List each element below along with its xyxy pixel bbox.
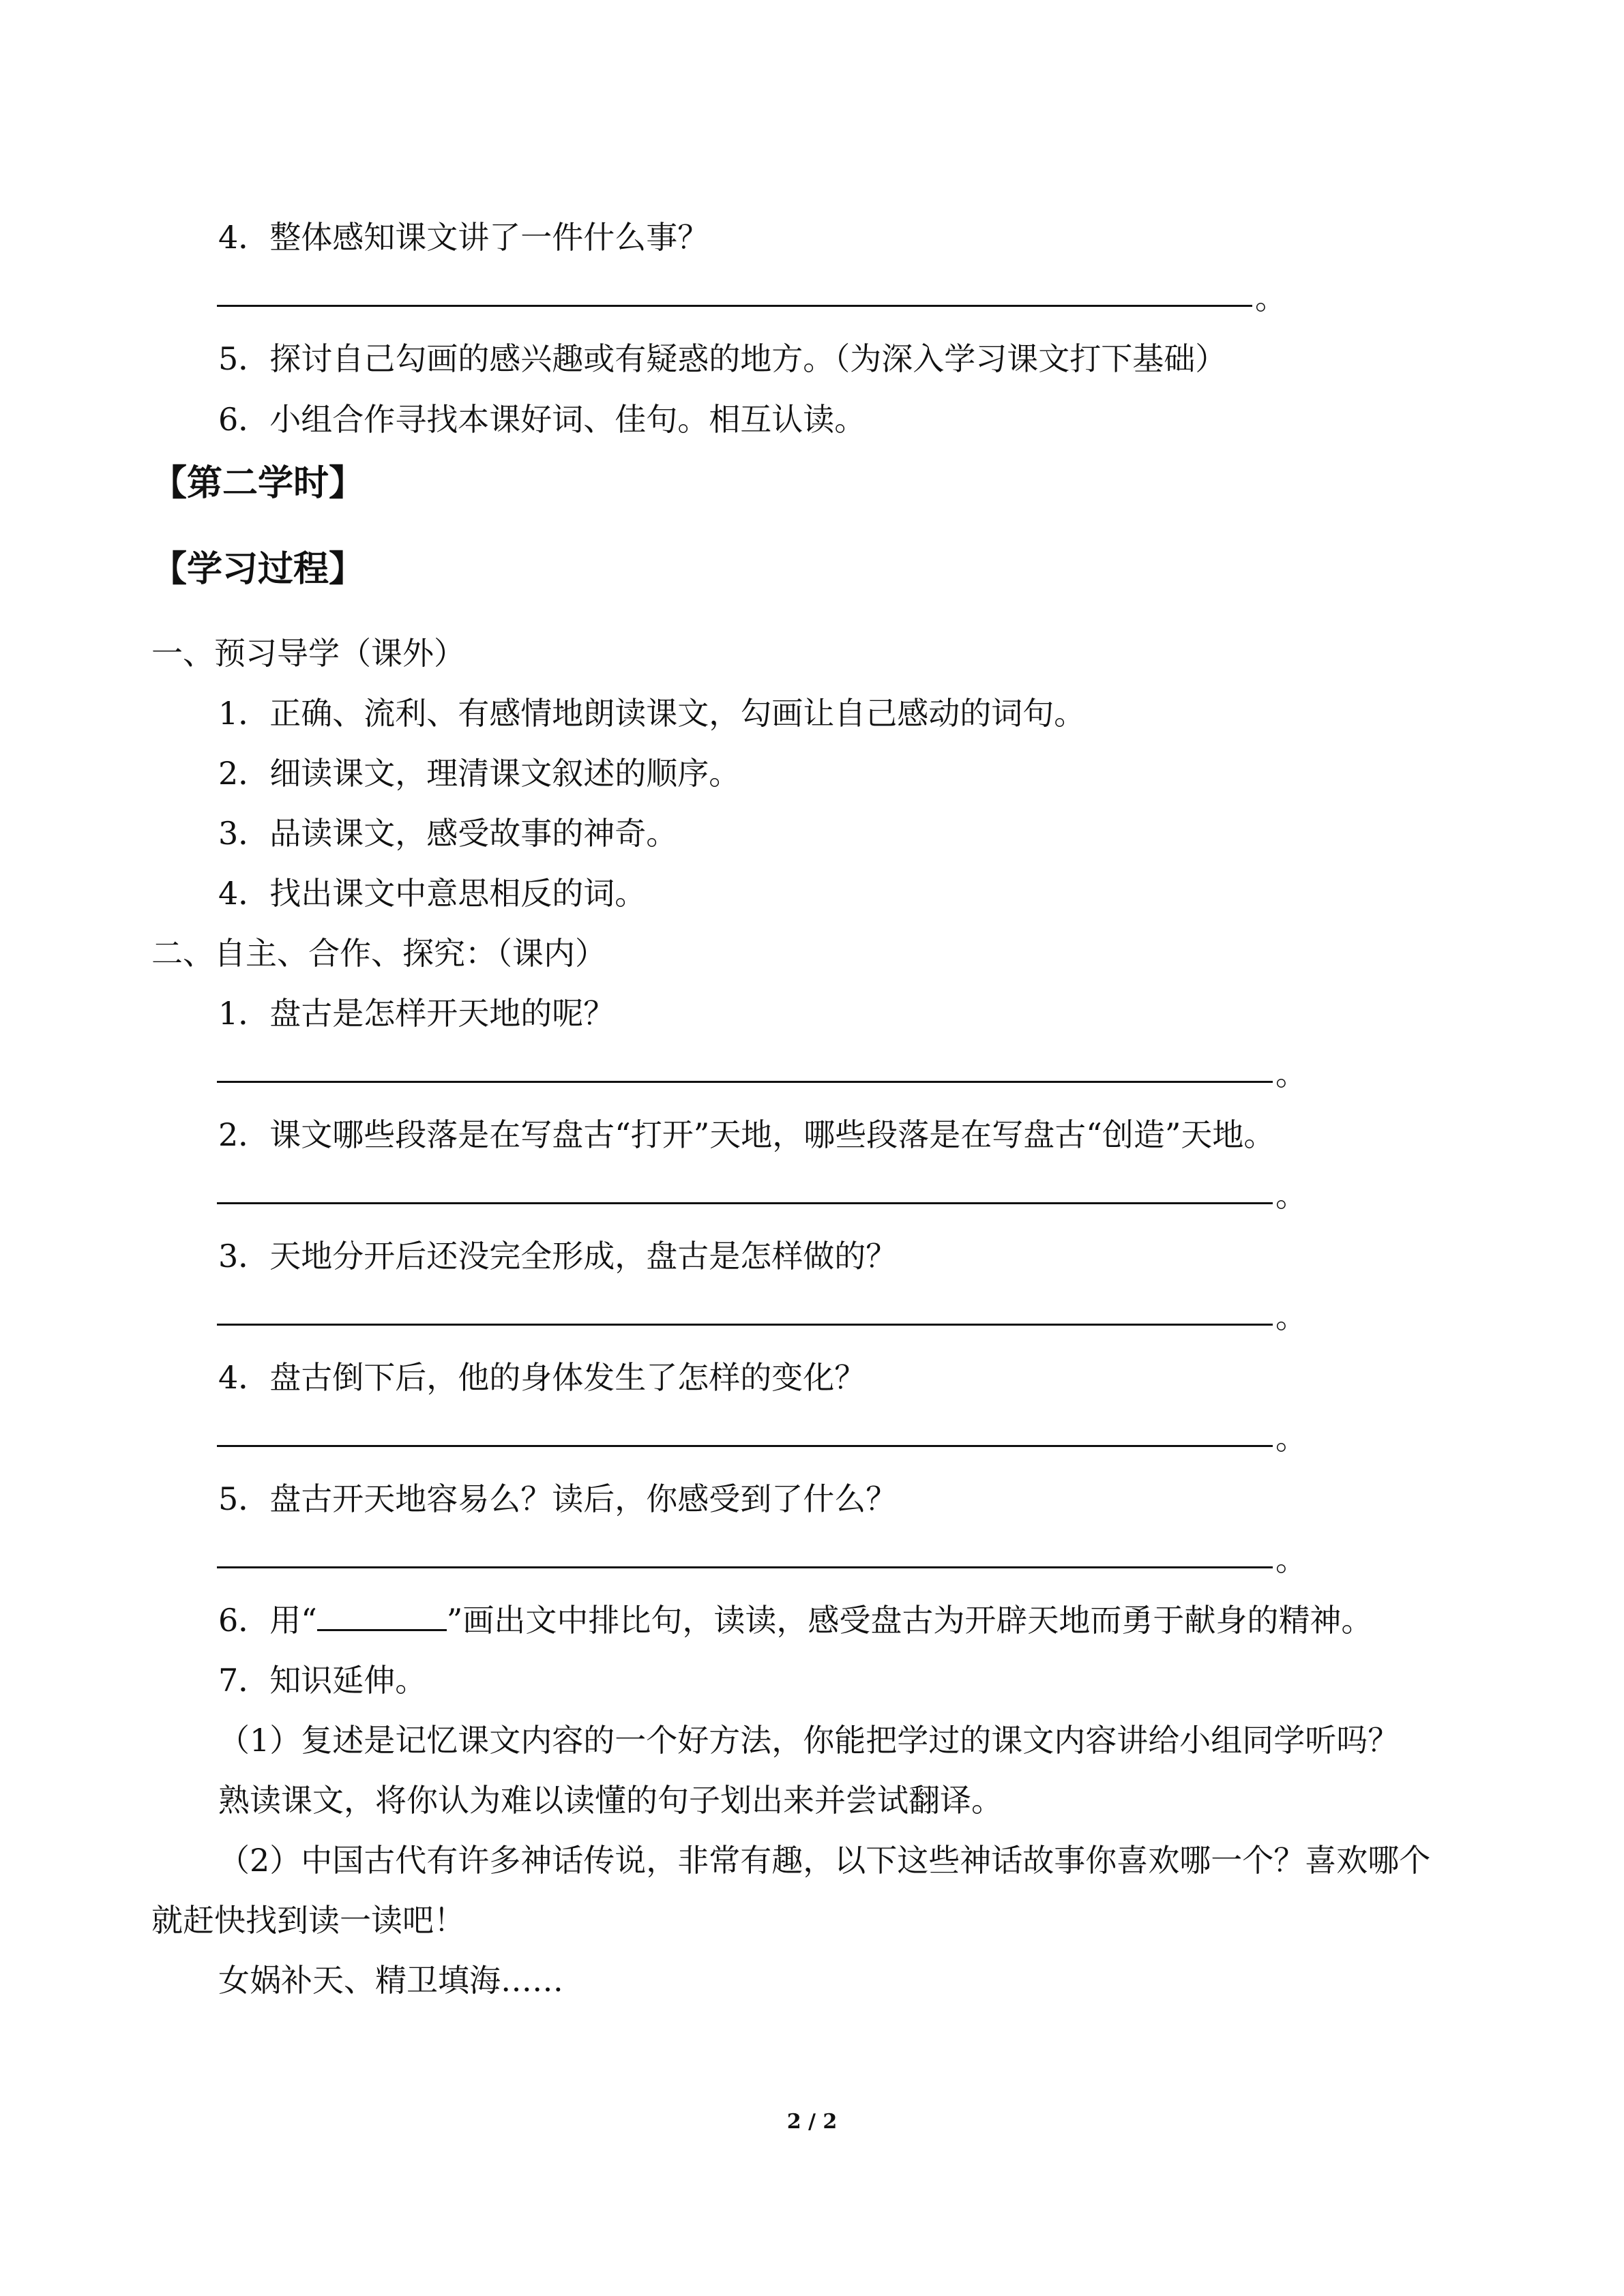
- answer-blank[interactable]: [217, 305, 1252, 307]
- answer-period: 。: [1275, 1177, 1307, 1214]
- question-7-part-1-line-2: 熟读课文，将你认为难以读懂的句子划出来并尝试翻译。: [218, 1782, 1003, 1819]
- section-2-question-6: [218, 1600, 1372, 1641]
- question-4-text: 4．整体感知课文讲了一件什么事？: [218, 219, 709, 256]
- section-1-item-2: 2．细读课文，理清课文叙述的顺序。: [218, 755, 741, 792]
- question-6-text: 6．小组合作寻找本课好词、佳句。相互认读。: [218, 401, 866, 438]
- answer-blank[interactable]: [217, 1566, 1273, 1568]
- section-2-title: 二、自主、合作、探究：（课内）: [151, 935, 606, 972]
- answer-blank[interactable]: [217, 1445, 1273, 1447]
- question-7-part-2-line-2: 就赶快找到读一读吧！: [151, 1902, 465, 1939]
- section-2-question-1: 1．盘古是怎样开天地的呢？: [218, 995, 615, 1032]
- answer-blank[interactable]: [217, 1324, 1273, 1326]
- question-7-part-1-line-1: （1）复述是记忆课文内容的一个好方法，你能把学过的课文内容讲给小组同学听吗？: [218, 1722, 1400, 1759]
- underline-symbol-blank: [317, 1602, 447, 1631]
- learning-process-heading: 【学习过程】: [151, 549, 365, 590]
- answer-line-q2[interactable]: [217, 1175, 1307, 1216]
- section-1-item-1: 1．正确、流利、有感情地朗读课文，勾画让自己感动的词句。: [218, 695, 1086, 732]
- answer-period: 。: [1275, 1056, 1307, 1092]
- answer-line-q4b[interactable]: [217, 1418, 1307, 1459]
- page-number: 2 / 2: [786, 2110, 838, 2134]
- section-1-item-4: 4．找出课文中意思相反的词。: [218, 875, 647, 912]
- question-6-suffix: ”画出文中排比句，读读，感受盘古为开辟天地而勇于献身的精神。: [446, 1602, 1373, 1639]
- answer-period: 。: [1275, 1420, 1307, 1457]
- section-2-question-3: 3．天地分开后还没完全形成，盘古是怎样做的？: [218, 1238, 898, 1274]
- section-1-item-3: 3．品读课文，感受故事的神奇。: [218, 815, 678, 852]
- question-5-text: 5．探讨自己勾画的感兴趣或有疑惑的地方。（为深入学习课文打下基础）: [218, 340, 1227, 377]
- question-6-prefix: 6．用“: [218, 1602, 317, 1639]
- section-1-title: 一、预习导学（课外）: [151, 635, 465, 672]
- answer-period: 。: [1255, 280, 1286, 316]
- section-2-question-7: 7．知识延伸。: [218, 1662, 427, 1699]
- answer-line-q3[interactable]: [217, 1296, 1307, 1337]
- answer-line-q5[interactable]: [217, 1539, 1307, 1580]
- answer-blank[interactable]: [217, 1081, 1273, 1083]
- answer-period: 。: [1275, 1541, 1307, 1578]
- section-2-question-4: 4．盘古倒下后，他的身体发生了怎样的变化？: [218, 1359, 866, 1396]
- answer-blank[interactable]: [217, 1202, 1273, 1204]
- second-period-heading: 【第二学时】: [151, 463, 365, 504]
- section-2-question-2: 2．课文哪些段落是在写盘古“打开”天地，哪些段落是在写盘古“创造”天地。: [218, 1116, 1275, 1153]
- answer-line-q1[interactable]: [217, 1054, 1307, 1094]
- question-7-part-2-line-1: （2）中国古代有许多神话传说，非常有趣，以下这些神话故事你喜欢哪一个？喜欢哪个: [218, 1842, 1431, 1879]
- answer-line-q4[interactable]: [217, 278, 1286, 318]
- answer-period: 。: [1275, 1298, 1307, 1335]
- section-2-question-5: 5．盘古开天地容易么？读后，你感受到了什么？: [218, 1480, 898, 1517]
- story-list: 女娲补天、精卫填海……: [218, 1962, 563, 1999]
